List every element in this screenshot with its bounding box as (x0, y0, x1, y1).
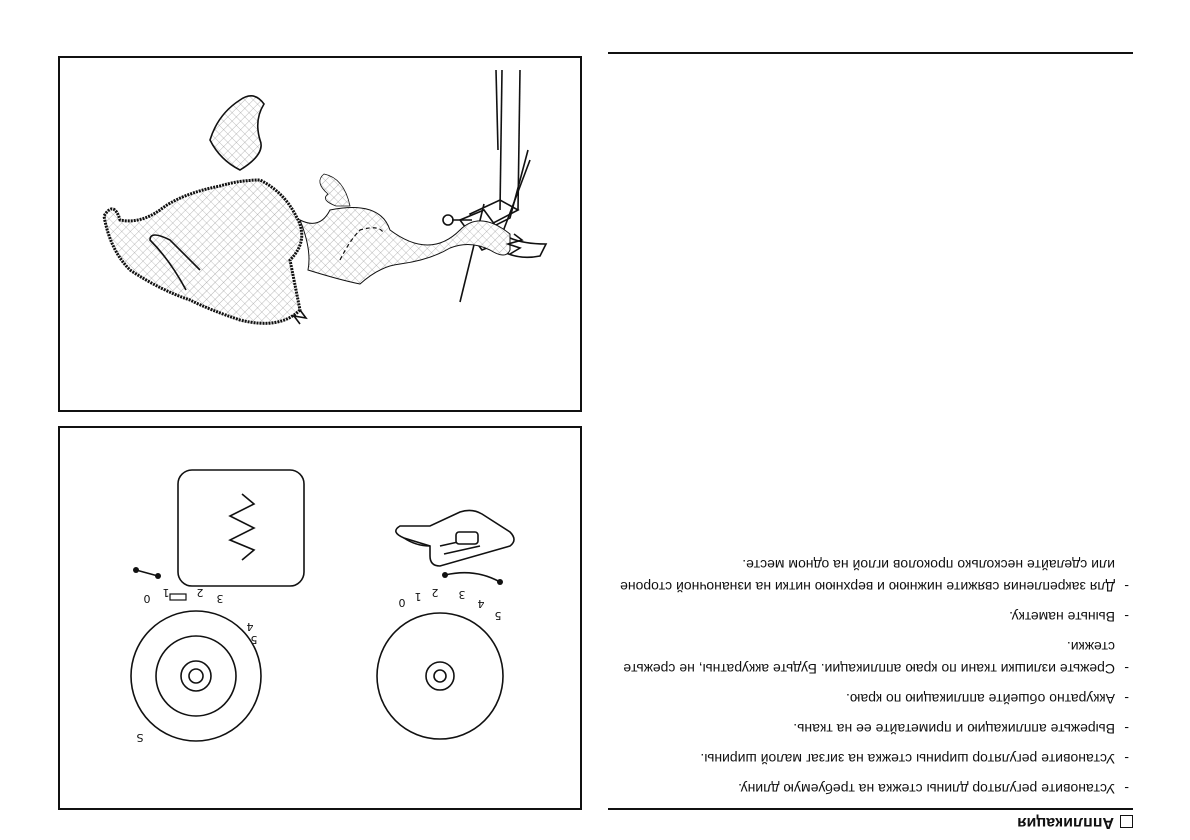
settings-panel (58, 426, 582, 810)
width-dial-indicator-arrow (133, 567, 161, 579)
section-heading (1017, 813, 1133, 831)
top-rule (608, 808, 1133, 810)
instruction-step: - Установите регулятор ширины стежка на зигзаг малой ширины. (608, 748, 1133, 770)
instruction-step: - Вырежьте аппликацию и приметайте ее на ткань. (608, 718, 1133, 740)
instruction-step: - Выньте наметку. (608, 606, 1133, 628)
stitch-length-dial (377, 572, 503, 739)
length-dial-indicator-arrow (442, 572, 503, 585)
section-title: Аппликация (1017, 814, 1114, 831)
bottom-rule (608, 52, 1133, 54)
fabric-piece-basted (300, 174, 522, 284)
length-dial-label: 0 (398, 596, 406, 609)
instruction-step: - Установите регулятор длины стежка на требуемую длину. (608, 778, 1133, 800)
finished-appliqué-illustration (104, 96, 306, 324)
width-dial-label: 1 (162, 586, 170, 599)
checkbox-square-icon (1120, 816, 1133, 829)
length-dial-label: 1 (414, 590, 422, 603)
length-dial-label: 2 (431, 586, 439, 599)
width-dial-label: 4 (246, 620, 254, 633)
width-dial-label: S (136, 731, 144, 744)
width-dial-zero-marker (170, 594, 186, 600)
width-dial-label: 2 (196, 586, 204, 599)
length-dial-label: 4 (477, 597, 485, 610)
width-dial-label: 0 (143, 592, 151, 605)
instruction-step: - Аккуратно обшейте аппликацию по краю. (608, 688, 1133, 710)
zigzag-stitch-icon (178, 470, 304, 586)
instruction-list (608, 546, 1133, 800)
instruction-step: - Срежьте излишки ткани по краю аппликации. Будьте аккуратны, не срежьте стежки. (608, 636, 1133, 680)
appliqué-illustration-panel (58, 56, 582, 412)
length-dial-label: 3 (458, 588, 466, 601)
sewing-machine-needle-illustration (443, 70, 546, 302)
width-dial-label: 3 (216, 592, 224, 605)
stitch-width-dial (131, 567, 261, 744)
width-dial-label: 5 (250, 633, 258, 646)
zigzag-presser-foot-icon (396, 510, 514, 566)
instruction-step: - Для закрепления свяжите нижнюю и верхнюю нитки на изнаночной стороне или сделайте несколько проколов иглой на одном месте. (608, 554, 1133, 598)
length-dial-label: 5 (494, 609, 502, 622)
